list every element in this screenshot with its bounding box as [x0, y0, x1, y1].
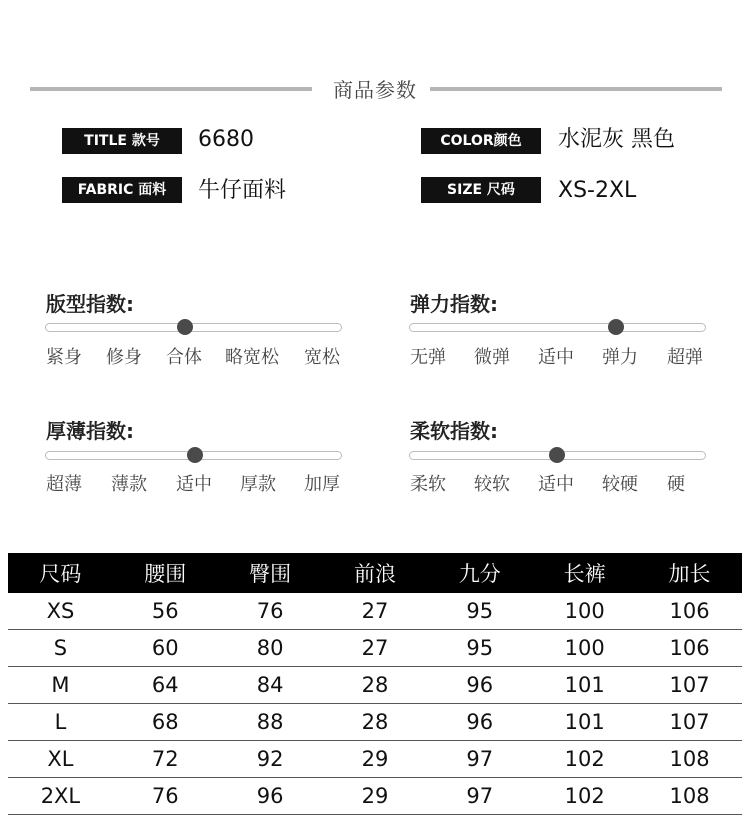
index-label: 薄款 [111, 474, 147, 495]
table-row [8, 630, 742, 667]
table-cell: 60 [113, 630, 218, 667]
table-cell: 95 [427, 630, 532, 667]
table-cell: 27 [323, 593, 428, 630]
index-label: 适中 [538, 474, 574, 495]
size-table-header [8, 553, 742, 593]
param-tag-color: COLOR颜色 [421, 128, 541, 154]
table-row [8, 593, 742, 630]
size-table [8, 553, 742, 815]
table-cell: 92 [218, 741, 323, 778]
table-cell: 2XL [8, 778, 113, 815]
index-label: 修身 [106, 347, 142, 368]
table-row [8, 778, 742, 815]
table-cell: 102 [532, 778, 637, 815]
table-cell: 88 [218, 704, 323, 741]
table-cell: 97 [427, 741, 532, 778]
param-tag-size: SIZE 尺码 [421, 177, 541, 203]
table-row [8, 667, 742, 704]
table-cell: 100 [532, 593, 637, 630]
header-cell: 加长 [637, 553, 742, 593]
index-title: 柔软指数: [410, 419, 498, 443]
index-label: 适中 [176, 474, 212, 495]
table-cell: 102 [532, 741, 637, 778]
table-cell: 72 [113, 741, 218, 778]
table-cell: 96 [218, 778, 323, 815]
table-cell: 96 [427, 704, 532, 741]
table-cell: 97 [427, 778, 532, 815]
table-cell: 95 [427, 593, 532, 630]
index-label: 无弹 [410, 347, 446, 368]
index-label: 厚款 [240, 474, 276, 495]
index-knob [177, 319, 193, 335]
index-label: 超弹 [667, 347, 703, 368]
header-cell: 腰围 [113, 553, 218, 593]
param-value-fabric: 牛仔面料 [198, 178, 287, 203]
table-cell: 100 [532, 630, 637, 667]
table-cell: 56 [113, 593, 218, 630]
table-cell: 27 [323, 630, 428, 667]
index-label: 合体 [166, 347, 202, 368]
index-label: 微弹 [474, 347, 510, 368]
table-cell: S [8, 630, 113, 667]
section-title: 商品参数 [333, 78, 417, 102]
param-value-size: XS-2XL [558, 178, 637, 203]
index-label: 硬 [667, 474, 685, 495]
index-label: 超薄 [46, 474, 82, 495]
table-cell: XL [8, 741, 113, 778]
index-track [45, 323, 342, 332]
index-label: 柔软 [410, 474, 446, 495]
index-knob [549, 447, 565, 463]
header-cell: 九分 [427, 553, 532, 593]
index-label: 宽松 [304, 347, 340, 368]
index-title: 弹力指数: [410, 292, 498, 316]
table-cell: 106 [637, 630, 742, 667]
index-label: 紧身 [46, 347, 82, 368]
table-cell: M [8, 667, 113, 704]
table-cell: 76 [218, 593, 323, 630]
table-cell: 76 [113, 778, 218, 815]
index-label: 适中 [538, 347, 574, 368]
table-cell: 101 [532, 704, 637, 741]
header-cell: 前浪 [323, 553, 428, 593]
table-row [8, 741, 742, 778]
table-cell: 64 [113, 667, 218, 704]
table-cell: 107 [637, 704, 742, 741]
table-cell: 29 [323, 778, 428, 815]
index-label: 较软 [474, 474, 510, 495]
index-track [409, 323, 706, 332]
index-label: 较硬 [602, 474, 638, 495]
table-cell: 80 [218, 630, 323, 667]
table-row [8, 704, 742, 741]
section-divider-left [30, 87, 312, 91]
param-value-title: 6680 [198, 127, 254, 152]
table-cell: 108 [637, 778, 742, 815]
table-cell: 101 [532, 667, 637, 704]
header-cell: 长裤 [532, 553, 637, 593]
param-tag-fabric: FABRIC 面料 [62, 177, 182, 203]
table-cell: 68 [113, 704, 218, 741]
table-cell: 96 [427, 667, 532, 704]
index-label: 略宽松 [225, 347, 279, 368]
table-cell: L [8, 704, 113, 741]
section-divider-right [430, 87, 722, 91]
header-cell: 臀围 [218, 553, 323, 593]
index-title: 厚薄指数: [46, 419, 134, 443]
table-cell: XS [8, 593, 113, 630]
index-label: 加厚 [304, 474, 340, 495]
index-knob [608, 319, 624, 335]
param-tag-title: TITLE 款号 [62, 128, 182, 154]
table-cell: 108 [637, 741, 742, 778]
index-label: 弹力 [602, 347, 638, 368]
index-title: 版型指数: [46, 292, 134, 316]
header-cell: 尺码 [8, 553, 113, 593]
table-cell: 28 [323, 667, 428, 704]
index-knob [187, 447, 203, 463]
table-cell: 107 [637, 667, 742, 704]
table-cell: 106 [637, 593, 742, 630]
param-value-color: 水泥灰 黑色 [558, 127, 675, 152]
table-cell: 28 [323, 704, 428, 741]
table-cell: 29 [323, 741, 428, 778]
table-cell: 84 [218, 667, 323, 704]
